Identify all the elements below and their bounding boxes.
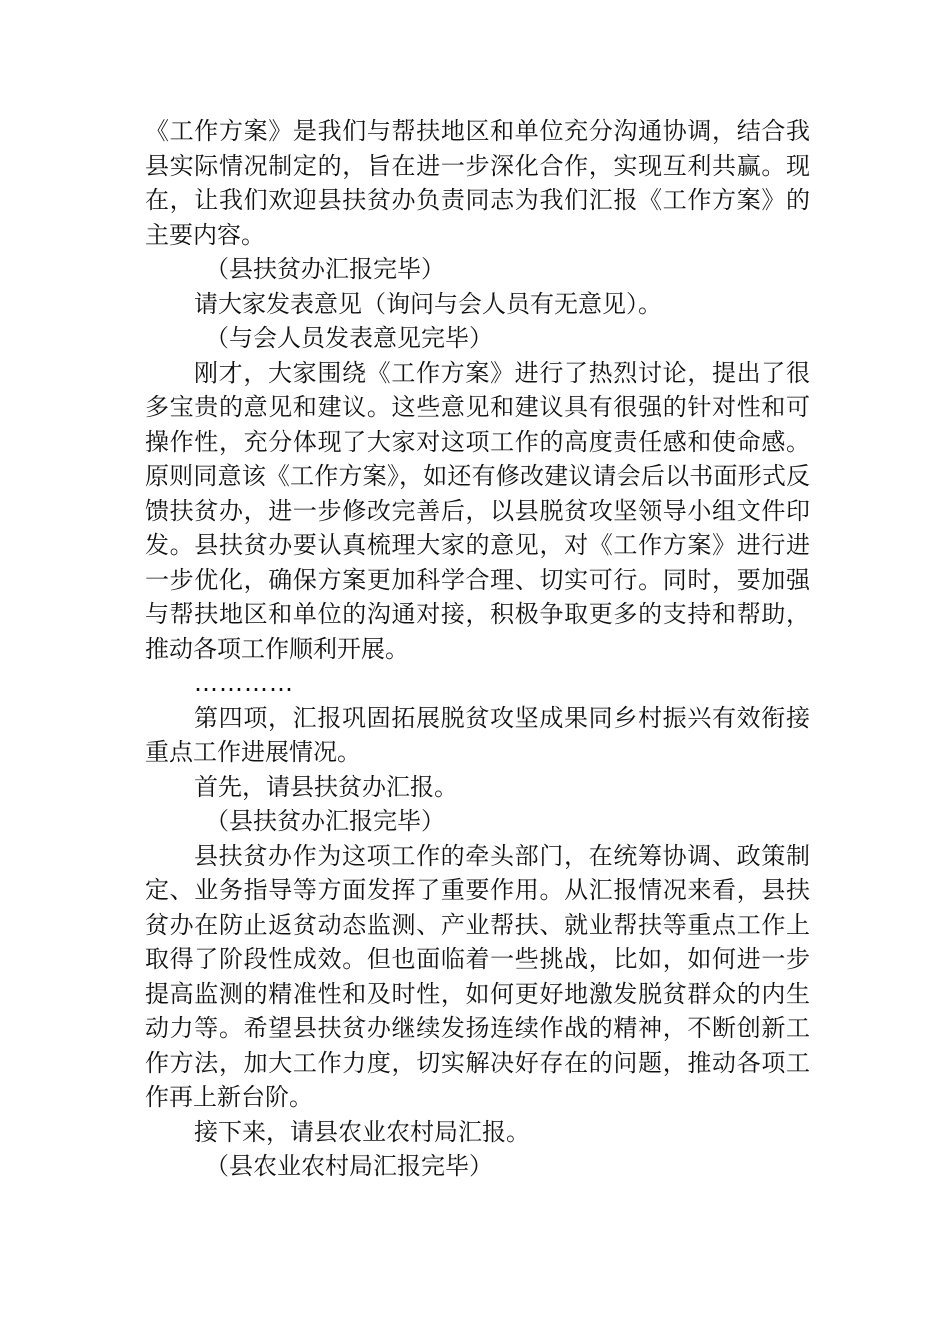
document-body: [145, 114, 810, 1184]
note-poverty-office-report-done: （县扶贫办汇报完毕）: [205, 255, 445, 283]
note-agriculture-bureau-report-done: （县农业农村局汇报完毕）: [205, 1152, 493, 1180]
paragraph-poverty-office-report: 首先，请县扶贫办汇报。: [194, 772, 458, 801]
paragraph-work-plan-intro: 《工作方案》是我们与帮扶地区和单位充分沟通协调，结合我县实际情况制定的，旨在进一步深化合作，实现互利共赢。现在，让我们欢迎县扶贫办负责同志为我们汇报《工作方案》的主要内容。: [145, 117, 810, 249]
paragraph-poverty-office-comment: 县扶贫办作为这项工作的牵头部门，在统筹协调、政策制定、业务指导等方面发挥了重要作用。从汇报情况来看，县扶贫办在防止返贫动态监测、产业帮扶、就业帮扶等重点工作上取得了阶段性成效。但也面临着一些挑战，比如，如何进一步提高监测的精准性和及时性，如何更好地激发脱贫群众的内生动力等。希望县扶贫办继续发扬连续作战的精神，不断创新工作方法，加大工作力度，切实解决好存在的问题，推动各项工作再上新台阶。: [145, 841, 810, 1111]
paragraph-item-four: 第四项，汇报巩固拓展脱贫攻坚成果同乡村振兴有效衔接重点工作进展情况。: [145, 703, 810, 766]
paragraph-agriculture-bureau-report: 接下来，请县农业农村局汇报。: [194, 1117, 530, 1146]
note-poverty-office-report-done-2: （县扶贫办汇报完毕）: [205, 807, 445, 835]
paragraph-discussion-summary: 刚才，大家围绕《工作方案》进行了热烈讨论，提出了很多宝贵的意见和建议。这些意见和建议具有很强的针对性和可操作性，充分体现了大家对这项工作的高度责任感和使命感。原则同意该《工作方案》，如还有修改建议请会后以书面形式反馈扶贫办，进一步修改完善后，以县脱贫攻坚领导小组文件印发。县扶贫办要认真梳理大家的意见，对《工作方案》进行进一步优化，确保方案更加科学合理、切实可行。同时，要加强与帮扶地区和单位的沟通对接，积极争取更多的支持和帮助，推动各项工作顺利开展。: [145, 358, 810, 663]
ellipsis-separator: …………: [194, 669, 294, 697]
paragraph-invite-opinions: 请大家发表意见（询问与会人员有无意见）。: [194, 289, 662, 318]
note-attendees-opinions-done: （与会人员发表意见完毕）: [205, 324, 493, 352]
